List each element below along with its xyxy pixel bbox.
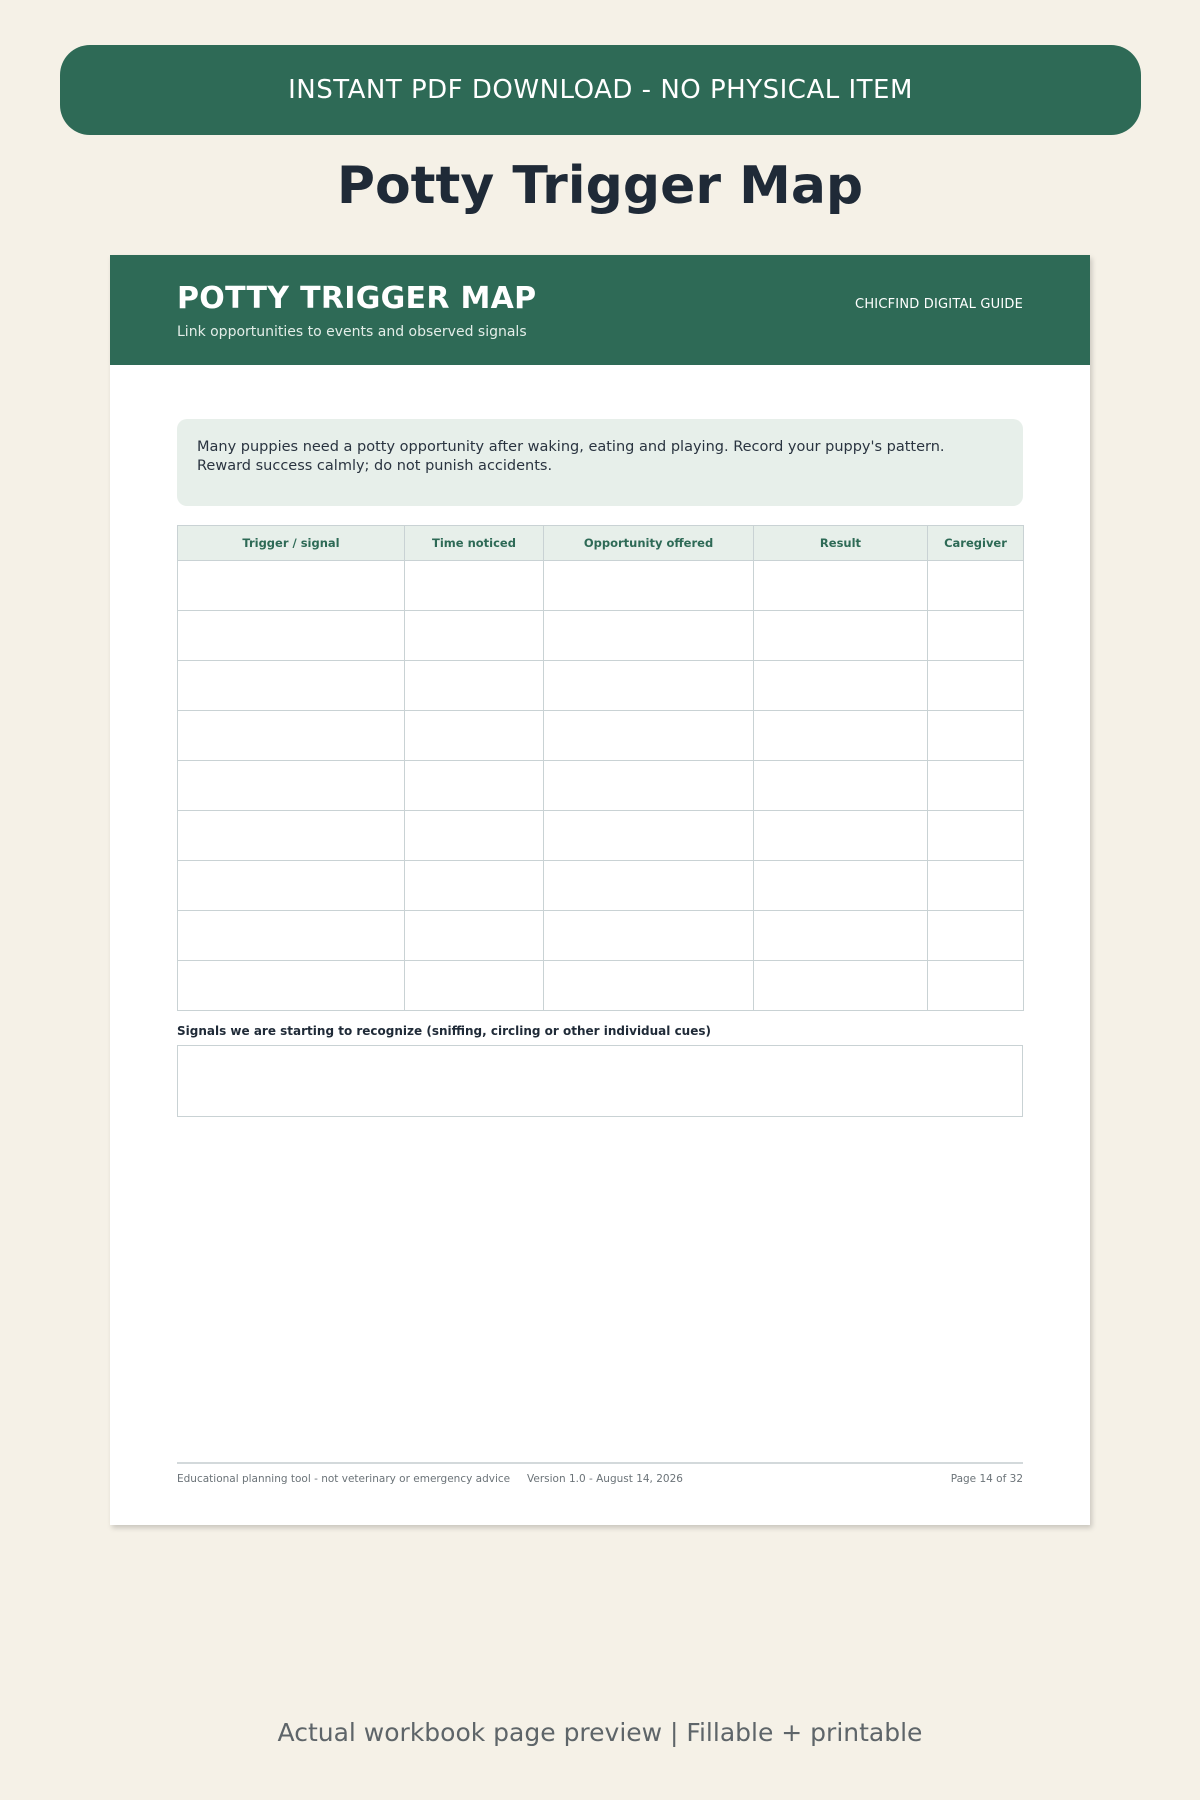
- trigger-log-table: [177, 525, 1024, 1011]
- trigger-cell[interactable]: [178, 861, 405, 911]
- time-cell[interactable]: [405, 661, 544, 711]
- caregiver-cell[interactable]: [928, 911, 1024, 961]
- column-header-caregiver: Caregiver: [928, 526, 1024, 561]
- caregiver-cell[interactable]: [928, 561, 1024, 611]
- preview-caption: Actual workbook page preview | Fillable + printable: [277, 1718, 923, 1747]
- table-row: [178, 761, 1024, 811]
- result-cell[interactable]: [754, 811, 928, 861]
- sheet-subtitle: Link opportunities to events and observed signals: [177, 324, 527, 340]
- opportunity-cell[interactable]: [544, 661, 754, 711]
- trigger-cell[interactable]: [178, 761, 405, 811]
- trigger-cell[interactable]: [178, 661, 405, 711]
- time-cell[interactable]: [405, 811, 544, 861]
- table-header-row: [178, 526, 1024, 561]
- table-row: [178, 811, 1024, 861]
- sheet-title: POTTY TRIGGER MAP: [177, 281, 537, 316]
- opportunity-cell[interactable]: [544, 611, 754, 661]
- opportunity-cell[interactable]: [544, 561, 754, 611]
- table-row: [178, 911, 1024, 961]
- column-header-opportunity: Opportunity offered: [544, 526, 754, 561]
- intro-note: Many puppies need a potty opportunity after waking, eating and playing. Record your puppy's pattern. Reward success calmly; do not punish accidents.: [177, 419, 1023, 506]
- opportunity-cell[interactable]: [544, 761, 754, 811]
- caregiver-cell[interactable]: [928, 661, 1024, 711]
- time-cell[interactable]: [405, 961, 544, 1011]
- caregiver-cell[interactable]: [928, 861, 1024, 911]
- table-row: [178, 961, 1024, 1011]
- notes-label: Signals we are starting to recognize (sniffing, circling or other individual cues): [177, 1024, 711, 1038]
- time-cell[interactable]: [405, 911, 544, 961]
- caregiver-cell[interactable]: [928, 611, 1024, 661]
- trigger-cell[interactable]: [178, 711, 405, 761]
- footer-disclaimer: Educational planning tool - not veterinary or emergency advice: [177, 1473, 511, 1485]
- opportunity-cell[interactable]: [544, 961, 754, 1011]
- result-cell[interactable]: [754, 761, 928, 811]
- time-cell[interactable]: [405, 711, 544, 761]
- opportunity-cell[interactable]: [544, 911, 754, 961]
- table-row: [178, 561, 1024, 611]
- footer-divider: [177, 1462, 1023, 1464]
- column-header-trigger: Trigger / signal: [178, 526, 405, 561]
- caregiver-cell[interactable]: [928, 761, 1024, 811]
- result-cell[interactable]: [754, 711, 928, 761]
- caregiver-cell[interactable]: [928, 811, 1024, 861]
- banner-text: INSTANT PDF DOWNLOAD - NO PHYSICAL ITEM: [288, 75, 913, 105]
- footer-page-number: Page 14 of 32: [950, 1473, 1023, 1485]
- result-cell[interactable]: [754, 611, 928, 661]
- caregiver-cell[interactable]: [928, 961, 1024, 1011]
- trigger-cell[interactable]: [178, 961, 405, 1011]
- table-row: [178, 661, 1024, 711]
- download-banner: [60, 45, 1141, 135]
- caregiver-cell[interactable]: [928, 711, 1024, 761]
- trigger-cell[interactable]: [178, 611, 405, 661]
- result-cell[interactable]: [754, 561, 928, 611]
- time-cell[interactable]: [405, 861, 544, 911]
- footer-version: Version 1.0 - August 14, 2026: [527, 1473, 683, 1485]
- result-cell[interactable]: [754, 911, 928, 961]
- result-cell[interactable]: [754, 661, 928, 711]
- brand-label: CHICFIND DIGITAL GUIDE: [855, 297, 1023, 312]
- time-cell[interactable]: [405, 611, 544, 661]
- opportunity-cell[interactable]: [544, 811, 754, 861]
- trigger-cell[interactable]: [178, 561, 405, 611]
- table-row: [178, 861, 1024, 911]
- table-body: [178, 561, 1024, 1011]
- time-cell[interactable]: [405, 761, 544, 811]
- column-header-result: Result: [754, 526, 928, 561]
- opportunity-cell[interactable]: [544, 861, 754, 911]
- notes-field[interactable]: [177, 1045, 1023, 1117]
- result-cell[interactable]: [754, 961, 928, 1011]
- time-cell[interactable]: [405, 561, 544, 611]
- table-row: [178, 611, 1024, 661]
- table-row: [178, 711, 1024, 761]
- result-cell[interactable]: [754, 861, 928, 911]
- workbook-page: [110, 255, 1090, 1525]
- column-header-time: Time noticed: [405, 526, 544, 561]
- opportunity-cell[interactable]: [544, 711, 754, 761]
- trigger-cell[interactable]: [178, 811, 405, 861]
- trigger-cell[interactable]: [178, 911, 405, 961]
- sheet-header: [110, 255, 1090, 365]
- page-title: Potty Trigger Map: [336, 156, 864, 216]
